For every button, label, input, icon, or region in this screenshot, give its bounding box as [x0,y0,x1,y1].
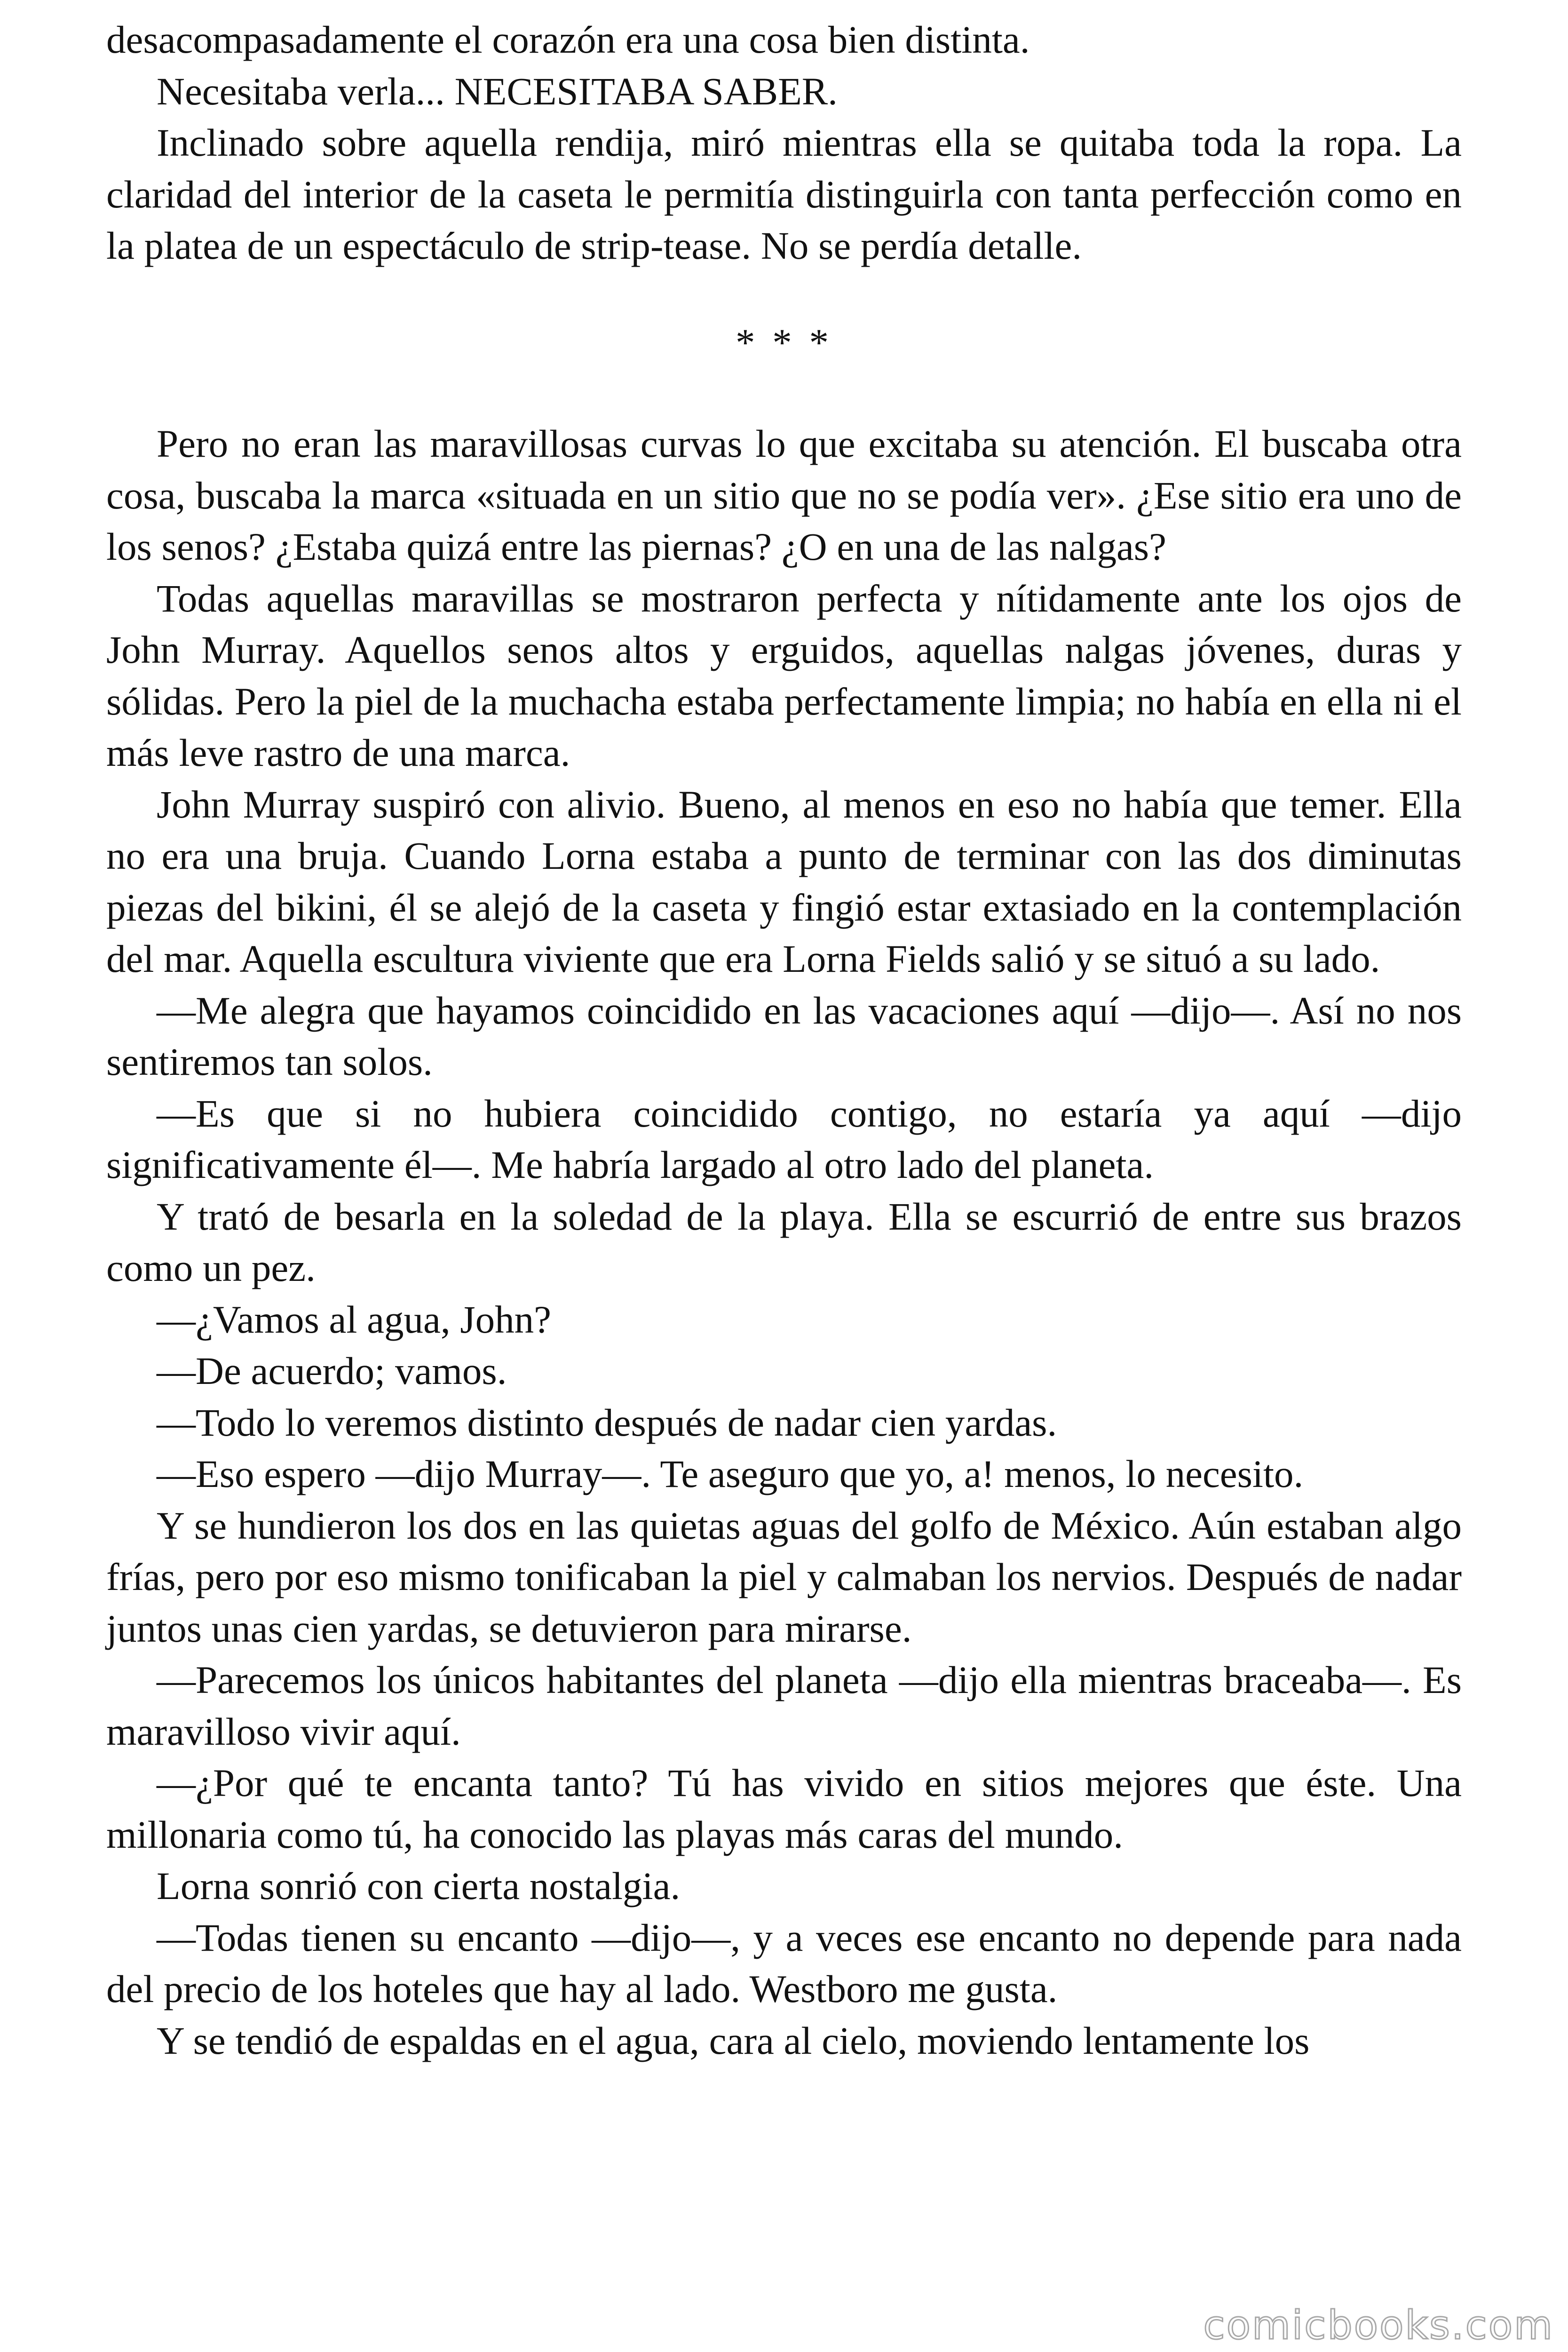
paragraph-dialogue: —De acuerdo; vamos. [157,1349,507,1392]
paragraph: Y se hundieron los dos en las quietas aguas del golfo de México. Aún estaban algo frías, pero por eso mismo tonificaban la piel y calmaban los nervios. Después de nadar juntos unas cien yardas, se detuvieron para mirarse. [106,1503,1462,1650]
paragraph-continuation: desacompasadamente el corazón era una cosa bien distinta. [106,18,1030,61]
paragraph-dialogue: —Todas tienen su encanto —dijo—, y a veces ese encanto no depende para nada del precio de los hoteles que hay al lado. Westboro me gusta. [106,1915,1462,2010]
paragraph-dialogue: —Eso espero —dijo Murray—. Te aseguro que yo, a! menos, lo necesito. [157,1452,1304,1495]
paragraph-dialogue: —¿Por qué te encanta tanto? Tú has vivido en sitios mejores que éste. Una millonaria como tú, ha conocido las playas más caras del mundo. [106,1761,1462,1856]
paragraph-dialogue: —Me alegra que hayamos coincidido en las vacaciones aquí —dijo—. Así no nos sentiremos tan solos. [106,988,1462,1083]
paragraph-dialogue: —¿Vamos al agua, John? [157,1297,551,1341]
paragraph: Y se tendió de espaldas en el agua, cara al cielo, moviendo lentamente los [157,2018,1310,2062]
paragraph: Necesitaba verla... NECESITABA SABER. [157,69,838,113]
paragraph: John Murray suspiró con alivio. Bueno, al menos en eso no había que temer. Ella no era una bruja. Cuando Lorna estaba a punto de terminar con las dos diminutas piezas del bikini, él se alejó de la caseta y fingió estar extasiado en la contemplación del mar. Aquella escultura viviente que era Lorna Fields salió y se situó a su lado. [106,782,1462,980]
paragraph: Pero no eran las maravillosas curvas lo que excitaba su atención. El buscaba otra cosa, buscaba la marca «situada en un sitio que no se podía ver». ¿Ese sitio era uno de los senos? ¿Estaba quizá entre las piernas? ¿O en una de las nalgas? [106,422,1462,568]
watermark-text: comicbooks.com [1203,2302,1554,2348]
paragraph: Lorna sonrió con cierta nostalgia. [157,1864,681,1907]
section-separator: * * * [736,320,832,364]
paragraph: Y trató de besarla en la soledad de la playa. Ella se escurrió de entre sus brazos como un pez. [106,1194,1462,1289]
paragraph-dialogue: —Es que si no hubiera coincidido contigo, no estaría ya aquí —dijo significativamente él—. Me habría largado al otro lado del planeta. [106,1091,1462,1186]
paragraph-dialogue: —Todo lo veremos distinto después de nadar cien yardas. [157,1400,1057,1444]
paragraph: Todas aquellas maravillas se mostraron perfecta y nítidamente ante los ojos de John Murray. Aquellos senos altos y erguidos, aquellas nalgas jóvenes, duras y sólidas. Pero la piel de la muchacha estaba perfectamente limpia; no había en ella ni el más leve rastro de una marca. [106,576,1462,774]
paragraph-dialogue: —Parecemos los únicos habitantes del planeta —dijo ella mientras braceaba—. Es maravilloso vivir aquí. [106,1658,1462,1753]
book-page [106,14,1462,2066]
paragraph: Inclinado sobre aquella rendija, miró mientras ella se quitaba toda la ropa. La claridad del interior de la caseta le permitía distinguirla con tanta perfección como en la platea de un espectáculo de strip-tease. No se perdía detalle. [106,121,1462,267]
